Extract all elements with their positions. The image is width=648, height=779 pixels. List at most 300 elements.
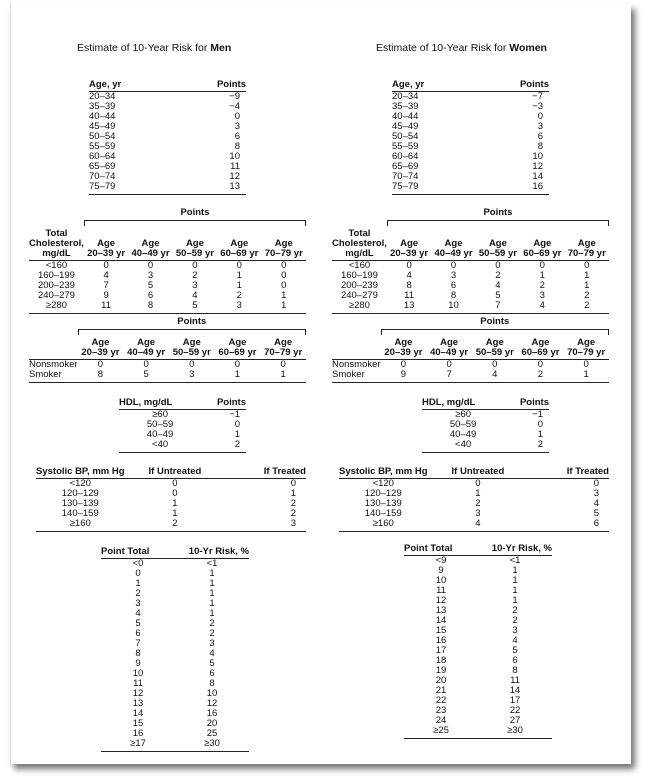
- table-cell: 55–59: [89, 141, 116, 152]
- table-row: [101, 729, 249, 739]
- table-cell: 4: [495, 280, 501, 291]
- table-cell: 20: [435, 675, 447, 686]
- table-cell: 160–199: [37, 270, 75, 281]
- table-cell: 2: [539, 280, 545, 291]
- table-cell: 1: [209, 608, 215, 619]
- table-cell: 6: [537, 131, 543, 142]
- table-row: [404, 586, 552, 596]
- table-row: [404, 596, 552, 606]
- table-cell: 10: [532, 151, 543, 162]
- table-cell: <0: [132, 558, 144, 569]
- table-cell: 240–279: [37, 290, 75, 301]
- table-row: [101, 689, 249, 699]
- table-cell: 2: [290, 508, 296, 519]
- table-cell: ≥160: [36, 519, 125, 532]
- table-cell: 2: [192, 270, 198, 281]
- table-row: [29, 370, 306, 383]
- column-header: Age, yr: [89, 80, 172, 92]
- table-cell: 2: [290, 498, 296, 509]
- table-cell: 11: [230, 161, 240, 172]
- table-row: [339, 519, 609, 532]
- table-cell: 45–49: [392, 121, 419, 132]
- table-cell: 1: [563, 370, 609, 383]
- table-cell: 8: [450, 290, 457, 301]
- table-cell: 4: [593, 498, 599, 509]
- table-cell: 2: [504, 440, 549, 453]
- table-cell: 11: [510, 675, 520, 686]
- table-cell: 240–279: [340, 290, 378, 301]
- table-cell: 12: [132, 688, 144, 699]
- column-header: 10-Yr Risk, %: [175, 547, 249, 559]
- women-risk-table: [404, 544, 552, 739]
- table-cell: 8: [512, 665, 518, 676]
- table-row: [404, 716, 552, 726]
- table-cell: 5: [123, 370, 169, 383]
- table-row: [422, 420, 549, 430]
- points-label: Points: [177, 316, 207, 327]
- row-header: mg/dL: [345, 248, 374, 259]
- age-range: 40–49 yr: [434, 248, 473, 259]
- age-range: 50–59 yr: [478, 248, 517, 259]
- table-cell: <160: [45, 260, 68, 271]
- men-hdl-table: [119, 398, 246, 453]
- table-cell: <40: [422, 440, 504, 453]
- table-cell: −1: [532, 409, 543, 420]
- age-header: Age: [185, 238, 204, 249]
- table-cell: 17: [435, 645, 447, 656]
- table-cell: 21: [435, 685, 447, 696]
- row-header: mg/dL: [42, 248, 71, 259]
- age-header: Age: [230, 238, 249, 249]
- column-header: HDL, mg/dL: [422, 398, 504, 410]
- table-cell: 20: [206, 718, 218, 729]
- age-range: 40–49 yr: [131, 248, 170, 259]
- table-cell: 5: [135, 618, 141, 629]
- table-cell: 1: [172, 508, 178, 519]
- table-cell: 0: [290, 478, 296, 489]
- table-row: [404, 686, 552, 696]
- table-cell: 3: [475, 508, 481, 519]
- table-cell: 13: [132, 698, 144, 709]
- points-bracket: [78, 329, 306, 335]
- table-cell: 3: [225, 519, 306, 532]
- table-cell: 14: [532, 171, 543, 182]
- table-cell: 19: [435, 665, 447, 676]
- age-range: 70–79 yr: [567, 347, 606, 358]
- table-cell: 2: [125, 519, 226, 532]
- table-cell: 17: [509, 695, 521, 706]
- table-cell: 2: [512, 605, 518, 616]
- table-row: [89, 182, 246, 195]
- table-cell: 0: [400, 359, 407, 370]
- table-row: [101, 559, 249, 570]
- table-cell: 70–74: [392, 171, 419, 182]
- age-header: Age: [228, 337, 247, 348]
- table-row: [101, 589, 249, 599]
- table-cell: 3: [537, 121, 543, 132]
- table-cell: 0: [192, 260, 198, 271]
- table-cell: 75–79: [392, 182, 475, 195]
- table-cell: 0: [172, 488, 178, 499]
- table-cell: 7: [476, 301, 520, 314]
- table-cell: <160: [348, 260, 371, 271]
- table-row: [404, 616, 552, 626]
- age-range: 50–59 yr: [175, 248, 214, 259]
- women-age-table: [392, 80, 549, 195]
- column-header: If Untreated: [428, 467, 529, 479]
- age-range: 20–39 yr: [87, 248, 126, 259]
- table-cell: 4: [520, 301, 564, 314]
- table-cell: 4: [103, 270, 109, 281]
- table-cell: 15: [132, 718, 144, 729]
- table-cell: 22: [435, 695, 447, 706]
- age-header: Age: [274, 337, 293, 348]
- row-header: Total: [45, 228, 68, 239]
- table-cell: 22: [509, 705, 521, 716]
- table-row: [404, 666, 552, 676]
- table-cell: 9: [438, 565, 444, 576]
- table-row: [332, 370, 609, 383]
- row-header: Cholesterol,: [332, 238, 387, 249]
- table-cell: 7: [426, 370, 472, 383]
- table-cell: 200–239: [37, 280, 75, 291]
- table-cell: 16: [435, 635, 447, 646]
- table-cell: 10: [206, 688, 218, 699]
- table-cell: 1: [281, 290, 287, 301]
- table-row: [404, 676, 552, 686]
- table-cell: 3: [539, 290, 545, 301]
- table-cell: 2: [512, 615, 518, 626]
- table-cell: 8: [135, 648, 141, 659]
- table-cell: Nonsmoker: [29, 359, 78, 370]
- table-cell: 16: [475, 182, 549, 195]
- table-cell: 1: [512, 575, 518, 586]
- table-cell: 2: [475, 498, 481, 509]
- table-cell: 0: [135, 568, 141, 579]
- table-cell: 1: [475, 488, 481, 499]
- table-row: [36, 519, 306, 532]
- table-row: [404, 606, 552, 616]
- table-row: [29, 291, 306, 301]
- table-cell: 2: [209, 618, 215, 629]
- table-cell: 10: [229, 151, 240, 162]
- table-cell: 0: [539, 260, 545, 271]
- table-cell: 0: [583, 359, 589, 370]
- women-bp-table: [339, 467, 609, 532]
- table-cell: 1: [262, 301, 306, 314]
- men-age-table: [89, 80, 246, 195]
- table-row: [422, 430, 549, 440]
- table-cell: ≥30: [175, 739, 249, 752]
- column-header: Systolic BP, mm Hg: [36, 466, 125, 477]
- table-cell: 4: [135, 608, 141, 619]
- table-row: [404, 566, 552, 576]
- column-header: Points: [475, 80, 549, 92]
- table-cell: 6: [528, 519, 609, 532]
- table-cell: 4: [192, 290, 198, 301]
- table-cell: 40–44: [392, 111, 419, 122]
- age-header: Age: [531, 337, 550, 348]
- table-cell: ≥280: [29, 301, 84, 314]
- table-cell: 12: [206, 698, 218, 709]
- age-range: 70–79 yr: [567, 248, 606, 259]
- column-header: If Treated: [528, 467, 609, 479]
- age-range: 40–49 yr: [127, 347, 166, 358]
- table-cell: 2: [518, 370, 564, 383]
- title-prefix: Estimate of 10-Year Risk for: [77, 42, 211, 54]
- table-cell: 0: [537, 111, 543, 122]
- table-cell: 140–159: [61, 508, 99, 519]
- table-cell: 1: [512, 585, 518, 596]
- table-cell: 2: [236, 290, 242, 301]
- table-cell: 120–129: [61, 488, 99, 499]
- table-cell: 70–74: [89, 171, 116, 182]
- age-header: Age: [91, 337, 110, 348]
- table-cell: 35–39: [392, 101, 419, 112]
- table-row: [101, 679, 249, 689]
- table-cell: 0: [97, 359, 104, 370]
- table-row: [29, 301, 306, 314]
- table-cell: 0: [446, 359, 452, 370]
- age-range: 60–69 yr: [220, 248, 259, 259]
- table-cell: 16: [132, 728, 144, 739]
- table-row: [29, 360, 306, 371]
- table-row: [119, 440, 246, 453]
- table-cell: 2: [209, 628, 215, 639]
- age-header: Age: [444, 238, 463, 249]
- title-prefix: Estimate of 10-Year Risk for: [376, 42, 510, 54]
- table-cell: 1: [236, 270, 242, 281]
- table-cell: 11: [404, 290, 415, 301]
- table-cell: 35–39: [89, 101, 116, 112]
- age-range: 20–39 yr: [81, 347, 120, 358]
- column-header: If Untreated: [125, 467, 226, 479]
- table-cell: 0: [475, 478, 481, 489]
- table-row: [101, 669, 249, 679]
- table-cell: 20–34: [392, 91, 419, 102]
- table-cell: −4: [229, 101, 240, 112]
- age-range: 70–79 yr: [264, 248, 303, 259]
- table-cell: ≥280: [332, 301, 387, 314]
- table-cell: 2: [201, 440, 246, 453]
- table-cell: 15: [435, 625, 447, 636]
- table-cell: 6: [147, 290, 154, 301]
- table-cell: 4: [428, 519, 529, 532]
- table-row: [101, 619, 249, 629]
- table-cell: 3: [450, 270, 457, 281]
- table-cell: 1: [512, 595, 518, 606]
- table-cell: 6: [234, 131, 240, 142]
- age-range: 50–59 yr: [172, 347, 211, 358]
- age-header: Age: [97, 238, 116, 249]
- column-header: Points: [172, 80, 246, 92]
- table-cell: 1: [260, 370, 306, 383]
- table-cell: 7: [103, 280, 109, 291]
- table-row: [101, 699, 249, 709]
- men-cholesterol-table: [29, 208, 306, 314]
- table-cell: 27: [509, 715, 521, 726]
- column-header: Points: [201, 398, 246, 410]
- table-cell: 23: [435, 705, 447, 716]
- document-page: [10, 4, 631, 764]
- table-cell: 0: [495, 260, 501, 271]
- table-cell: 13: [435, 605, 447, 616]
- table-cell: 1: [215, 370, 261, 383]
- table-cell: 24: [435, 715, 447, 726]
- table-row: [119, 410, 246, 421]
- table-cell: 6: [512, 655, 518, 666]
- table-cell: −9: [229, 91, 240, 102]
- table-cell: 0: [280, 359, 286, 370]
- table-cell: 1: [209, 588, 215, 599]
- table-cell: 13: [387, 301, 431, 314]
- age-header: Age: [488, 238, 507, 249]
- table-row: [404, 556, 552, 567]
- age-header: Age: [141, 238, 160, 249]
- table-row: [101, 629, 249, 639]
- table-cell: 2: [584, 290, 590, 301]
- table-cell: 14: [132, 708, 144, 719]
- men-smoking-table: [29, 317, 306, 383]
- table-row: [101, 609, 249, 619]
- column-header: If Treated: [225, 467, 306, 479]
- age-range: 20–39 yr: [384, 347, 423, 358]
- table-cell: 9: [381, 370, 427, 383]
- table-row: [332, 291, 609, 301]
- table-row: [101, 639, 249, 649]
- table-cell: 0: [450, 260, 457, 271]
- title-sex: Men: [210, 42, 232, 54]
- table-cell: ≥160: [339, 519, 428, 532]
- table-cell: Nonsmoker: [332, 359, 381, 370]
- table-cell: 11: [84, 301, 128, 314]
- age-header: Age: [485, 337, 504, 348]
- table-cell: 3: [593, 488, 599, 499]
- table-cell: 10: [435, 575, 447, 586]
- table-cell: 6: [450, 280, 457, 291]
- table-cell: 10: [132, 668, 144, 679]
- table-cell: 0: [234, 111, 240, 122]
- table-cell: 2: [495, 270, 501, 281]
- table-cell: 9: [135, 658, 141, 669]
- table-cell: 5: [173, 301, 217, 314]
- table-cell: −1: [229, 409, 240, 420]
- table-cell: 12: [532, 161, 543, 172]
- table-cell: 2: [565, 301, 609, 314]
- table-cell: 1: [537, 429, 543, 440]
- age-range: 60–69 yr: [521, 347, 560, 358]
- table-cell: 0: [234, 359, 241, 370]
- table-cell: 8: [209, 678, 215, 689]
- column-header: HDL, mg/dL: [119, 398, 201, 410]
- age-header: Age: [400, 238, 419, 249]
- table-row: [404, 626, 552, 636]
- age-header: Age: [440, 337, 459, 348]
- table-cell: 55–59: [392, 141, 419, 152]
- table-cell: 0: [172, 478, 178, 489]
- table-cell: ≥30: [478, 726, 552, 739]
- table-cell: 13: [172, 182, 246, 195]
- column-header: Point Total: [404, 544, 478, 556]
- table-cell: 1: [234, 429, 240, 440]
- table-row: [392, 182, 549, 195]
- table-cell: 20–34: [89, 91, 116, 102]
- table-cell: 0: [406, 260, 412, 271]
- table-row: [101, 599, 249, 609]
- table-cell: 130–139: [364, 498, 402, 509]
- table-cell: 3: [192, 280, 198, 291]
- table-row: [422, 440, 549, 453]
- table-cell: 0: [189, 359, 195, 370]
- table-cell: 1: [584, 280, 590, 291]
- points-bracket: [381, 329, 609, 335]
- table-cell: 160–199: [340, 270, 378, 281]
- column-header: 10-Yr Risk, %: [478, 544, 552, 556]
- points-label: Points: [180, 207, 210, 218]
- table-cell: 14: [435, 615, 447, 626]
- table-cell: 0: [103, 260, 109, 271]
- table-cell: 8: [537, 141, 543, 152]
- table-cell: 6: [135, 628, 141, 639]
- table-cell: 6: [209, 668, 215, 679]
- table-cell: 120–129: [364, 488, 402, 499]
- column-header: Systolic BP, mm Hg: [339, 466, 428, 477]
- table-cell: 1: [135, 578, 141, 589]
- table-cell: 140–159: [364, 508, 402, 519]
- table-cell: 4: [512, 635, 518, 646]
- table-cell: 2: [135, 588, 141, 599]
- table-cell: 0: [584, 260, 590, 271]
- age-header: Age: [577, 238, 596, 249]
- table-cell: 45–49: [89, 121, 116, 132]
- table-cell: 8: [128, 301, 172, 314]
- table-cell: 0: [147, 260, 154, 271]
- table-row: [332, 360, 609, 371]
- table-cell: 1: [236, 280, 242, 291]
- table-row: [404, 726, 552, 739]
- age-header: Age: [577, 337, 596, 348]
- age-header: Age: [394, 337, 413, 348]
- table-cell: 1: [209, 578, 215, 589]
- table-row: [404, 706, 552, 716]
- age-header: Age: [137, 337, 156, 348]
- table-cell: 1: [539, 270, 545, 281]
- table-cell: 1: [512, 565, 518, 576]
- points-bracket: [84, 220, 306, 226]
- table-cell: <9: [435, 555, 447, 566]
- table-cell: 1: [172, 498, 178, 509]
- table-row: [101, 709, 249, 719]
- table-cell: 12: [435, 595, 447, 606]
- table-cell: 8: [78, 370, 124, 383]
- age-range: 60–69 yr: [523, 248, 562, 259]
- table-row: [404, 656, 552, 666]
- table-cell: 3: [209, 638, 215, 649]
- table-cell: 0: [234, 419, 240, 430]
- points-bracket: [387, 220, 609, 226]
- men-bp-table: [36, 467, 306, 532]
- table-cell: 50–59: [449, 419, 477, 430]
- table-cell: 4: [472, 370, 518, 383]
- age-range: 50–59 yr: [475, 347, 514, 358]
- table-row: [101, 569, 249, 579]
- table-cell: 11: [436, 585, 446, 596]
- table-cell: −3: [532, 101, 543, 112]
- row-header: Total: [348, 228, 371, 239]
- women-title: [376, 42, 547, 54]
- table-cell: ≥17: [101, 739, 175, 752]
- table-cell: 0: [593, 478, 599, 489]
